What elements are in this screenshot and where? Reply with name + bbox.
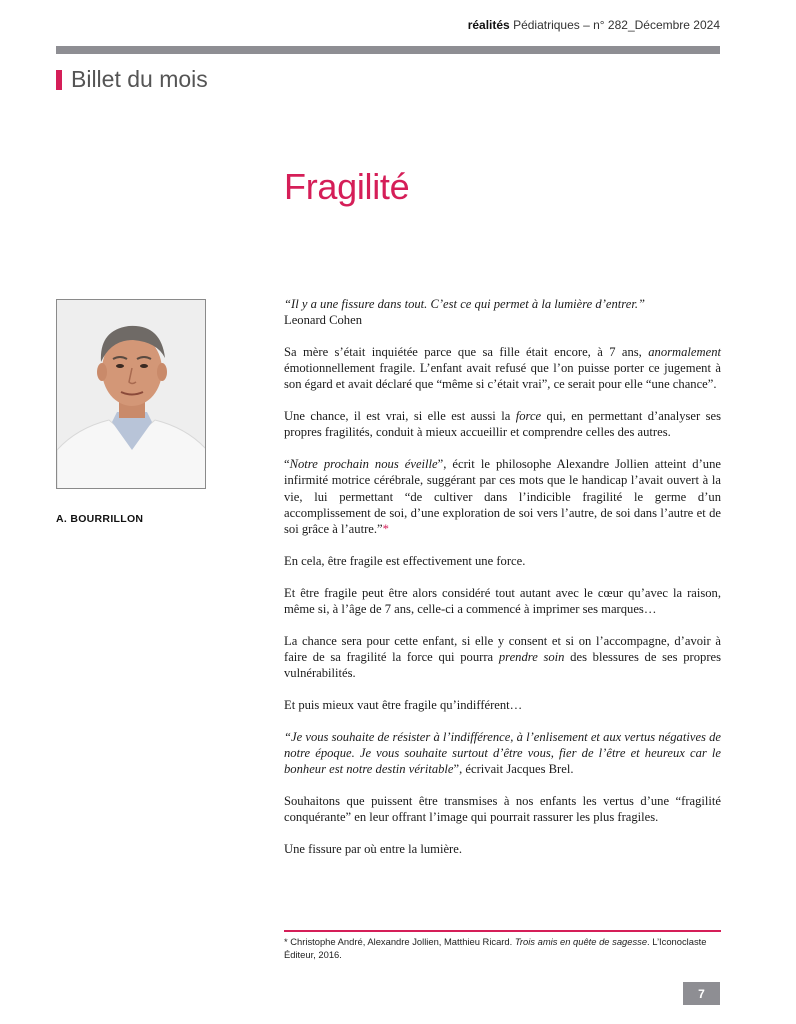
footnote	[284, 935, 721, 961]
paragraph-9: Souhaitons que puissent être transmises à nos enfants les vertus d’une “fragilité conquérante” en leur offrant l’image qui pourrait rassurer les plus fragiles.	[284, 793, 721, 825]
emphasis: anormalement	[648, 345, 721, 359]
running-header	[468, 18, 720, 32]
journal-issue: Pédiatriques – n° 282_Décembre 2024	[513, 18, 720, 32]
footnote-rule	[284, 930, 721, 932]
paragraph-2	[284, 408, 721, 440]
paragraph-6	[284, 633, 721, 682]
epigraph-quote: “Il y a une fissure dans tout. C’est ce qui permet à la lumière d’entrer.”	[284, 297, 645, 311]
footnote-marker: *	[382, 522, 389, 537]
article-body	[284, 296, 721, 873]
text-span: ”, écrivait Jacques Brel.	[453, 762, 574, 777]
paragraph-8	[284, 729, 721, 778]
section-heading	[56, 66, 208, 93]
author-photo	[56, 299, 206, 489]
epigraph	[284, 296, 721, 328]
section-title: Billet du mois	[71, 66, 208, 92]
paragraph-1	[284, 344, 721, 393]
text-span: * Christophe André, Alexandre Jollien, Matthieu Ricard.	[284, 936, 515, 947]
paragraph-10: Une fissure par où entre la lumière.	[284, 841, 462, 856]
emphasis: “Je vous souhaite de résister à l’indifférence, à l’enlisement et aux vertus négatives de notre époque. Je vous souhaite surtout d’être vous, fier de l’être et heureux car le bonheur est notre destin véritable	[284, 729, 721, 777]
text-span: des blessures de ses propres vulnérabilités.	[284, 649, 721, 681]
header-rule	[56, 46, 720, 54]
paragraph-5: Et être fragile peut être alors considéré tout autant avec le cœur qu’avec la raison, même si, à l’âge de 7 ans, celle-ci a commencé à imprimer ses marques…	[284, 585, 721, 616]
text-span: qui, en permettant d’analyser ses propres fragilités, conduit à mieux accueillir et comprendre celles des autres.	[284, 409, 721, 440]
text-span: émotionnellement fragile. L’enfant avait refusé que l’on puisse porter ce jugement à son égard et avait déclaré que “même si c’était vrai”, ce serait pour elle “une chance”.	[284, 361, 721, 392]
epigraph-source: Leonard Cohen	[284, 313, 362, 328]
text-span: “	[284, 457, 290, 472]
text-span: La chance sera pour cette enfant, si elle y consent et si on l’accompagne, d’avoir à faire de sa fragilité la force qui pourra	[284, 633, 721, 664]
paragraph-4: En cela, être fragile est effectivement une force.	[284, 553, 526, 568]
paragraph-7: Et puis mieux vaut être fragile qu’indifférent…	[284, 697, 523, 712]
journal-brand: réalités	[467, 18, 510, 32]
emphasis: Notre prochain nous éveille	[289, 457, 438, 472]
emphasis: prendre soin	[498, 649, 565, 664]
book-title: Trois amis en quête de sagesse	[514, 936, 648, 947]
article-title: Fragilité	[284, 166, 410, 207]
author-portrait-illustration	[57, 300, 206, 489]
author-name: A. BOURRILLON	[56, 513, 144, 525]
emphasis: force	[515, 409, 542, 424]
section-marker	[56, 70, 62, 90]
text-span: Une chance, il est vrai, si elle est aussi la	[284, 409, 516, 424]
page-number: 7	[683, 982, 720, 1005]
text-span: Sa mère s’était inquiétée parce que sa fille était encore, à 7 ans,	[284, 345, 649, 359]
text-span: . L’Iconoclaste Éditeur, 2016.	[284, 936, 707, 960]
paragraph-3	[284, 456, 721, 537]
text-span: ”, écrit le philosophe Alexandre Jollien atteint d’une infirmité motrice cérébrale, suggérant par ces mots que le handicap l’avait ouvert à la vie, lui permettant “de cultiver dans l’indicible fragilité le germe d’un accomplissement de soi, d’une exploration de soi vers l’autre, de soi dans l’autre et de soi grâce à l’autre.”	[284, 457, 721, 537]
